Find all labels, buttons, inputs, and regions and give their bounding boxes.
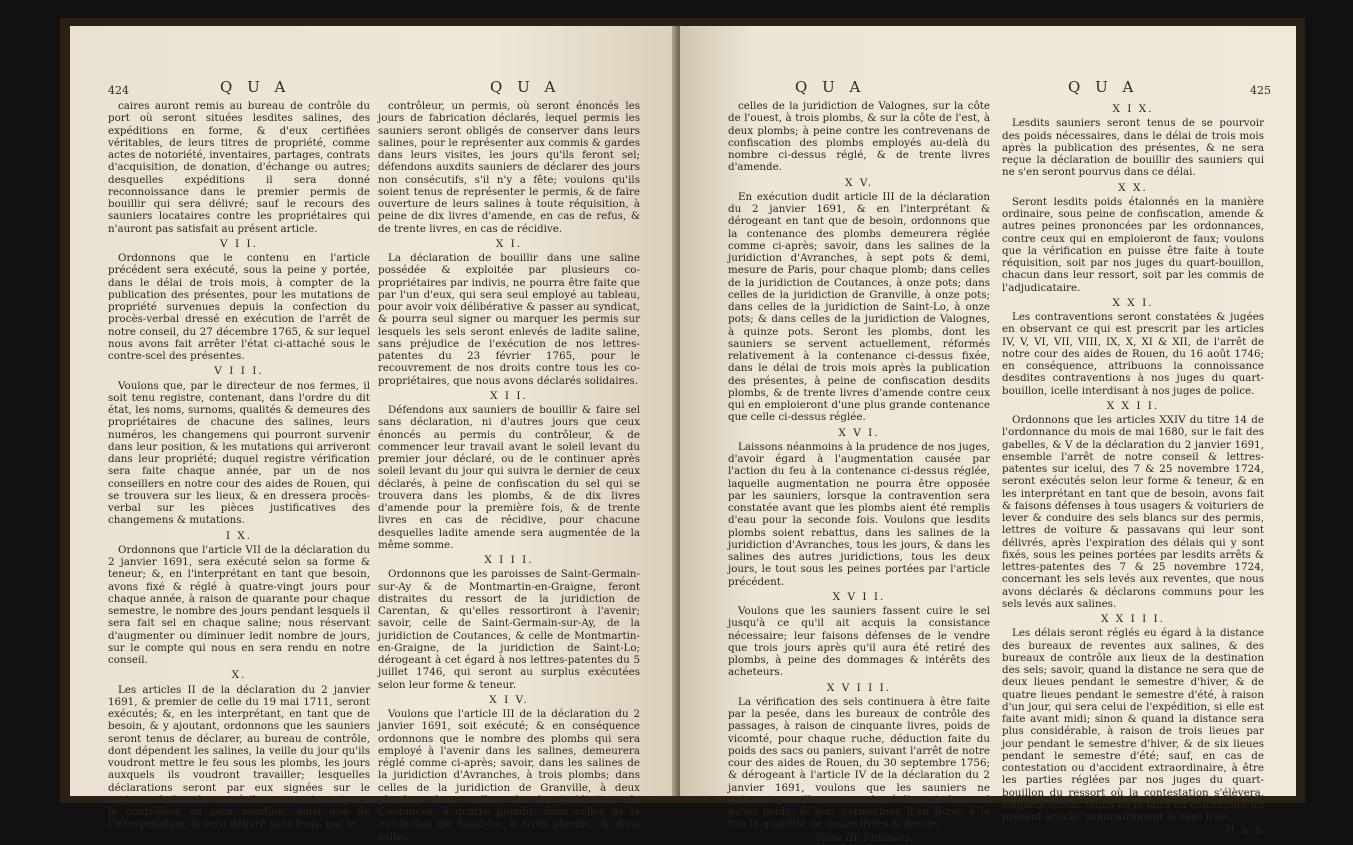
right-page xyxy=(680,26,1296,844)
article-paragraph: celles de la juridiction de Valognes, sur la côte de l'ouest, à trois plombs, & sur la côte de l'est, à deux plombs; à peine contre les contrevenans de confiscation des plombs employés au-delà du nombre ci-dessus réglé, & de trente livres d'amende. xyxy=(728,100,990,174)
article-paragraph: contrôleur, un permis, où seront énoncés les jours de fabrication déclarés, lequel permis les sauniers seront obligés de conserver dans leurs salines, pour le représenter aux commis & gardes dans leurs visites, les jours qu'ils feront sel; défendons auxdits sauniers de déclarer des jours non consécutifs, s'il n'y a fête; voulons qu'ils soient tenus de représenter le permis, & de faire ouverture de leurs salines à toute réquisition, à peine de dix livres d'amende, en cas de refus, & de trente livres, en cas de récidive. xyxy=(378,100,640,235)
running-head-left-col1: Q U A xyxy=(220,78,291,96)
running-head-left-col2: Q U A xyxy=(490,78,561,96)
article-heading: X I X. xyxy=(1112,103,1154,115)
article-paragraph: Les contraventions seront constatées & jugées en observant ce qui est prescrit par les articles IV, V, VI, VII, VIII, IX, X, XI & XII, de l'arrêt de notre cour des aides de Rouen, du 16 août 1746; en conséquence, attribuons la connoissance desdites contraventions à nos juges du quart-bouillon, icelle interdisant à nos juges de police. xyxy=(1002,311,1264,397)
running-head-right-col2: Q U A xyxy=(1068,78,1139,96)
article-heading: I X. xyxy=(225,529,253,542)
article-heading: X I. xyxy=(495,237,523,250)
article-paragraph: Ordonnons que les articles XXIV du titre 14 de l'ordonnance du mois de mai 1680, sur le fait des gabelles, & V de la déclaration du 2 janvier 1691, ensemble l'arrêt de notre conseil & lettres-patentes sur icelui, des 7 & 25 novembre 1724, seront exécutés selon leur forme & teneur, & en les interprétant en tant que de besoin, avons fait & faisons défenses à tous usagers & voituriers de lever & conduire des sels blancs sur des permis, lettres de voiture & passavans qui leur sont délivrés, après l'expiration des délais qui y sont fixés, sous les peines portées par lesdits arrêts & lettres-patentes des 7 & 25 novembre 1724, concernant les sels levés aux reventes, que nous avons déclarés & déclarons communs pour les sels levés aux salines. xyxy=(1002,414,1264,610)
volume-footer: Tome III. Finances. xyxy=(815,832,913,844)
article-heading: X I I I. xyxy=(484,554,534,566)
article-paragraph: Voulons que l'article III de la déclaration du 2 janvier 1691, soit exécuté; & en conséquence ordonnons que le nombre des plombs qui sera employé à l'avenir dans les salines, demeurera réglé comme ci-après; savoir, dans les salines de la juridiction d'Avranches, à trois plombs; dans celles de la juridiction de Granville, à deux plombs; dans celles de la juridiction de Coutances, à quatre plombs; dans celles de la juridiction de Saint-Lo, à trois plombs; & dans celles xyxy=(378,708,640,843)
signature-mark: H h h xyxy=(1226,825,1264,837)
article-paragraph: Seront lesdits poids étalonnés en la manière ordinaire, sous peine de confiscation, amende & autres peines prononcées par les ordonnances, contre ceux qui en emploieront de faux; voulons que la vérification en puisse être faite à toute réquisition, soit par nos juges du quart-bouillon, chacun dans leur ressort, soit par les commis de l'adjudicataire. xyxy=(1002,195,1264,294)
right-page-column-2 xyxy=(1002,100,1264,837)
article-paragraph: Défendons aux sauniers de bouillir & faire sel sans déclaration, ni d'autres jours que ceux énoncés au permis du contrôleur, & de commencer leur travail avant le soleil levant du premier jour déclaré, ou de le continuer après soleil levant du jour qui suivra le dernier de ceux déclarés, à peine de confiscation du sel qui se trouvera dans les plombs, & de dix livres d'amende pour la première fois, & de trente livres en cas de récidive, pour chacune desquelles ladite amende sera augmentée de la même somme. xyxy=(378,404,640,551)
left-page-column-1 xyxy=(108,100,370,831)
article-heading: X I V. xyxy=(489,693,529,706)
article-heading: V I I. xyxy=(220,237,258,250)
article-paragraph: Lesdits sauniers seront tenus de se pourvoir des poids nécessaires, dans le délai de trois mois après la publication des présentes, & ne sera reçue la déclaration de bouillir des sauniers qui ne s'en seront pourvus dans ce délai. xyxy=(1002,117,1264,179)
article-paragraph: Ordonnons que le contenu en l'article précédent sera exécuté, sous la peine y portée, dans le délai de trois mois, à compter de la publication des présentes, pour les mutations de propriété survenues depuis la confection du procès-verbal dressé en exécution de l'arrêt de notre conseil, du 27 décembre 1765, & sur lequel nous avons fait arrêter l'état ci-attaché sous le contre-scel des présentes. xyxy=(108,252,370,362)
article-paragraph: Laissons néanmoins à la prudence de nos juges, d'avoir égard à l'augmentation causée par l'action du feu à la contenance ci-dessus réglée, laquelle augmentation ne pourra être opposée par les sauniers, lorsque la contravention sera constatée avant que les plombs aient été remplis d'eau pour la seconde fois. Voulons que lesdits plombs soient rebattus, dans les salines de la juridiction d'Avranches, tous les jours, & dans les salines des autres juridictions, tous les deux jours, le tout sous les peines portées par l'article précédent. xyxy=(728,440,990,588)
article-paragraph: Les articles II de la déclaration du 2 janvier 1691, & premier de celle du 19 mai 1711, seront exécutés; &, en les interprétant, en tant que de besoin, & y ajoutant, ordonnons que les sauniers seront tenus de déclarer, au bureau de contrôle, dont dépendent les salines, la veille du jour qu'ils voudront mettre le feu sous les plombs, les jours auxquels ils voudront travailler; lesquelles déclarations seront par eux signées sur le registre; & dans le cas où ils ne sauroient signer, le contrôleur en sera mention, ainsi que de l'interpellation; & sera délivré sans frais, par le xyxy=(108,683,370,831)
article-paragraph: caires auront remis au bureau de contrôle du port où seront situées lesdites salines, des expéditions en forme, & d'eux certifiées véritables, de leurs titres de propriété, comme actes de notoriété, inventaires, partages, contrats d'acquisition, de donation, d'échange ou autres; desquelles expéditions il sera donné reconnoissance dans le premier permis de bouillir qui sera délivré; sauf le recours des sauniers locataires contre les propriétaires qui n'auront pas satisfait au présent article. xyxy=(108,100,370,235)
article-paragraph: Ordonnons que les paroisses de Saint-Germain-sur-Ay & de Montmartin-en-Graigne, feront distraites du ressort de la juridiction de Carentan, & qu'elles ressortiront à l'avenir; savoir, celle de Saint-Germain-sur-Ay, de la juridiction de Coutances, & celle de Montmartin-en-Graigne, de la juridiction de Saint-Lo; dérogeant à cet égard à nos lettres-patentes du 5 juillet 1746, qui seront au surplus exécutées selon leur forme & teneur. xyxy=(378,568,640,691)
article-paragraph: Voulons que, par le directeur de nos fermes, il soit tenu registre, contenant, dans l'ordre du dit état, les noms, surnoms, qualités & demeures des propriétaires de chacune des salines, leurs numéros, les changemens qui pourront survenir dans leur position, & les mutations qui arriveront dans leur propriété; duquel registre vérification sera faite chaque année, par un de nos conseillers en notre cour des aides de Rouen, qui se trouvera sur les lieux, & en dressera procès-verbal sur les pièces justificatives des changemens & mutations. xyxy=(108,379,370,527)
article-heading: X I I. xyxy=(490,389,528,402)
article-heading: X X I I. xyxy=(1106,399,1160,412)
page-number-left: 424 xyxy=(108,84,129,97)
left-page xyxy=(70,26,678,843)
open-book xyxy=(60,18,1305,844)
article-paragraph: En exécution dudit article III de la déclaration du 2 janvier 1691, & en l'interprétant & dérogeant en tant que de besoin, ordonnons que la contenance des plombs demeurera réglée comme ci-après; savoir, dans les salines de la juridiction d'Avranches, à sept pots & demi, mesure de Paris, pour chaque plomb; dans celles de la juridiction de Coutances, à onze pots; dans celles de la juridiction de Granville, à onze pots; dans celles de la juridiction de Saint-Lo, à onze pots; & dans celles de la juridiction de Valognes, à quinze pots. Seront les plombs, dont les sauniers se servent actuellement, réformés relativement à la contenance ci-dessus fixée, dans le délai de trois mois après la publication des présentes, à peine de confiscation desdits plombs, & de trente livres d'amende contre ceux qui en emploieront d'une plus grande contenance que celle ci-dessus réglée. xyxy=(728,190,990,424)
article-paragraph: La déclaration de bouillir dans une saline possédée & exploitée par plusieurs co-propriétaires par indivis, ne pourra être faite que par l'un d'eux, qui sera seul employé au tableau, pour avoir voix délibérative & passer au syndicat, & pourra seul signer ou marquer les permis sur lesquels les sels seront enlevés de ladite saline, sans préjudice de l'exécution de nos lettres-patentes du 23 février 1765, pour le recouvrement de nos droits contre tous les co-propriétaires, que nous avons déclarés solidaires. xyxy=(378,252,640,387)
article-paragraph: Ordonnons que l'article VII de la déclaration du 2 janvier 1691, sera exécuté selon sa forme & teneur; &, en l'interprétant en tant que besoin, avons fixé & réglé à quatre-vingt jours pour chaque année, à raison de quarante pour chaque semestre, le nombre des jours pendant lesquels il sera fait sel en chaque saline; nous réservant d'augmenter ou diminuer ledit nombre de jours, sur le compte qui nous en sera rendu en notre conseil. xyxy=(108,543,370,666)
article-heading: V I I I. xyxy=(214,365,264,378)
article-heading: X V. xyxy=(845,176,873,189)
page-number-right: 425 xyxy=(1250,84,1271,97)
running-head-right-col1: Q U A xyxy=(795,78,866,96)
article-heading: X X I I I. xyxy=(1100,613,1166,625)
article-heading: X V I. xyxy=(838,426,880,439)
article-heading: X X. xyxy=(1118,181,1148,194)
article-heading: X V I I. xyxy=(832,590,886,603)
article-heading: X V I I I. xyxy=(826,681,892,694)
article-heading: X. xyxy=(231,669,247,682)
article-paragraph: Voulons que les sauniers fassent cuire le sel jusqu'à ce qu'il ait acquis la consistance nécessaire; leur faisons défenses de le vendre que trois jours après qu'il aura été retiré des plombs, à peine des dommages & intérêts des acheteurs. xyxy=(728,605,990,679)
right-page-column-1 xyxy=(728,100,990,844)
article-heading: X X I. xyxy=(1112,296,1154,309)
left-page-column-2 xyxy=(378,100,640,843)
article-paragraph: Les délais seront réglés eu égard à la distance des bureaux de reventes aux salines, & des bureaux de contrôle aux lieux de la destination des sels; savoir, quand la distance ne sera que de deux lieues pendant le semestre d'hiver, & de quatre lieues pendant le semestre d'été, à raison d'un jour, qui sera celui de l'expédition, si elle est faite avant midi; sinon & quand la distance sera plus considérable, à raison de trois lieues par jour pendant le semestre d'hiver, & de six lieues pendant le semestre d'été; sauf, en cas de contestation ou d'accident extraordinaire, à être les parties réglées par nos juges du quart-bouillon du ressort où la contestation s'élèvera, lesquels seront tenus de le faire en conformité du présent article, sommairement & sans frais. xyxy=(1002,627,1264,823)
article-paragraph: La vérification des sels continuera à être faite par la pesée, dans les bureaux de contrôle des passages, à raison de cinquante livres, poids de vicomté, pour chaque ruche, déduction faite du poids des sacs ou paniers, suivant l'arrêt de notre cour des aides de Rouen, du 30 septembre 1756; & dérogeant à l'article IV de la déclaration du 2 janvier 1691, voulons que les sauniers ne puissent pareillement vendre à l'avenir leur sel qu'au poids, & leur permettons d'en livrer à la fois la quantité de douze livres & demie. xyxy=(728,695,990,831)
